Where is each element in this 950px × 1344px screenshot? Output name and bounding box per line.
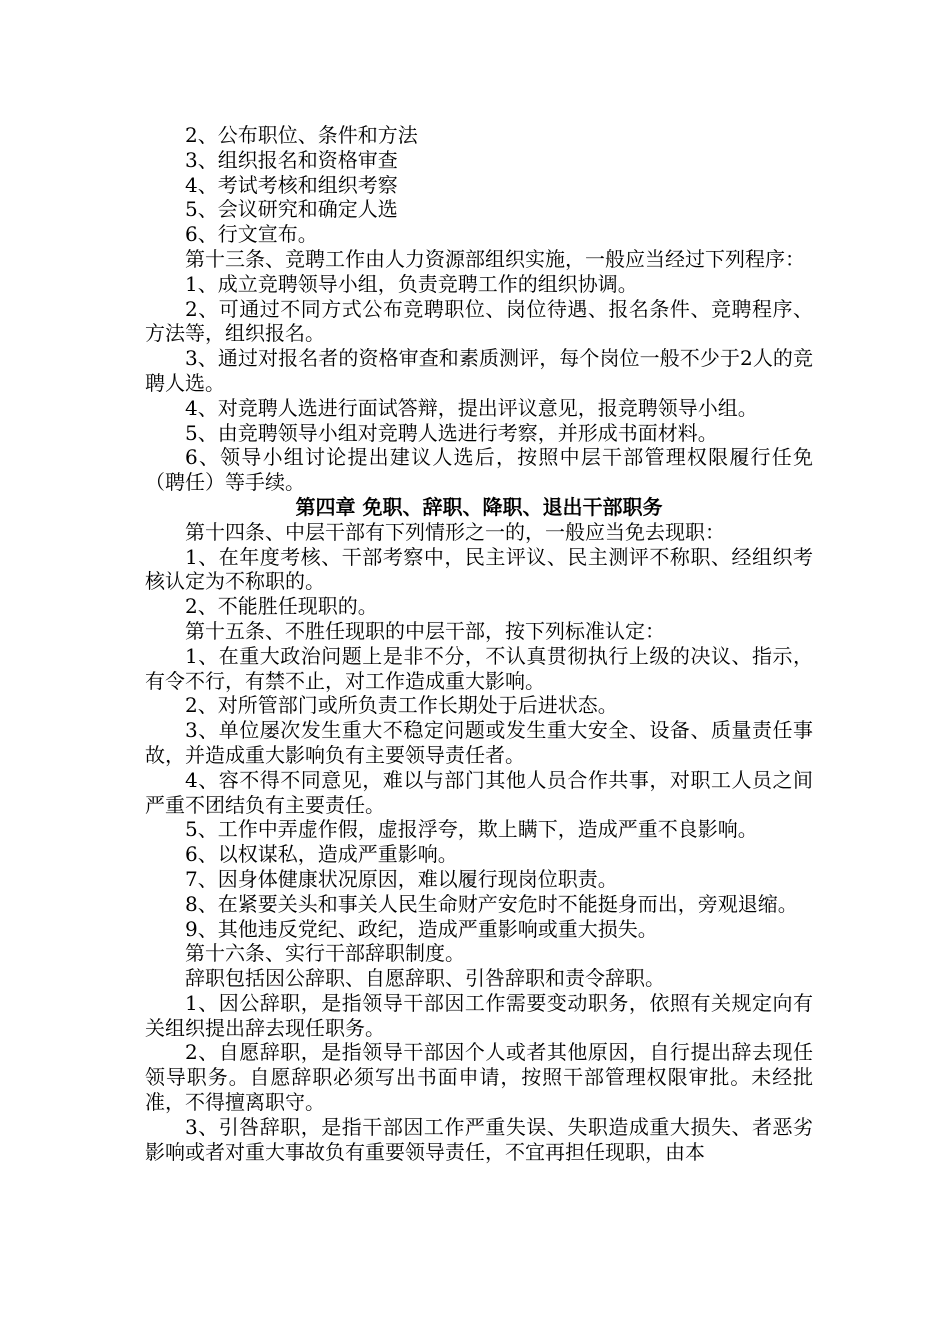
paragraph: 辞职包括因公辞职、自愿辞职、引咎辞职和责令辞职。: [185, 966, 665, 991]
paragraph: 2、自愿辞职，是指领导干部因个人或者其他原因，自行提出辞去现任领导职务。自愿辞职必须写出书面申请，按照干部管理权限审批。未经批准，不得擅离职守。: [145, 1040, 813, 1115]
paragraph: 1、因公辞职，是指领导干部因工作需要变动职务，依照有关规定向有关组织提出辞去现任职务。: [145, 990, 813, 1040]
paragraph: 3、通过对报名者的资格审查和素质测评，每个岗位一般不少于2人的竞聘人选。: [145, 346, 813, 395]
paragraph: 4、考试考核和组织考察: [185, 172, 398, 197]
paragraph: 1、在重大政治问题上是非不分，不认真贯彻执行上级的决议、指示，有令不行，有禁不止，对工作造成重大影响。: [145, 643, 813, 693]
paragraph: 5、工作中弄虚作假，虚报浮夸，欺上瞒下，造成严重不良影响。: [185, 817, 758, 842]
paragraph: 1、在年度考核、干部考察中，民主评议、民主测评不称职、经组织考核认定为不称职的。: [145, 544, 813, 594]
chapter-heading: 第四章 免职、辞职、降职、退出干部职务: [295, 494, 663, 519]
paragraph: 8、在紧要关头和事关人民生命财产安危时不能挺身而出，旁观退缩。: [185, 891, 798, 916]
paragraph: 2、不能胜任现职的。: [185, 594, 378, 619]
paragraph: 6、领导小组讨论提出建议人选后，按照中层干部管理权限履行任免（聘任）等手续。: [145, 445, 813, 495]
paragraph: 2、公布职位、条件和方法: [185, 123, 418, 147]
paragraph: 4、对竞聘人选进行面试答辩，提出评议意见，报竞聘领导小组。: [185, 395, 758, 420]
document-body: [145, 123, 813, 1164]
paragraph: 5、由竞聘领导小组对竞聘人选进行考察，并形成书面材料。: [185, 420, 718, 445]
paragraph: 4、容不得不同意见，难以与部门其他人员合作共事，对职工人员之间严重不团结负有主要责任。: [145, 767, 813, 817]
paragraph: 2、对所管部门或所负责工作长期处于后进状态。: [185, 693, 618, 718]
paragraph: 5、会议研究和确定人选: [185, 197, 398, 222]
paragraph: 第十六条、实行干部辞职制度。: [185, 941, 465, 966]
paragraph: 2、可通过不同方式公布竞聘职位、岗位待遇、报名条件、竞聘程序、方法等，组织报名。: [145, 296, 813, 346]
paragraph: 第十四条、中层干部有下列情形之一的，一般应当免去现职：: [185, 519, 725, 544]
paragraph: 6、行文宣布。: [185, 222, 318, 247]
paragraph: 3、单位屡次发生重大不稳定问题或发生重大安全、设备、质量责任事故，并造成重大影响负有主要领导责任者。: [145, 718, 813, 767]
paragraph: 7、因身体健康状况原因，难以履行现岗位职责。: [185, 866, 618, 891]
paragraph: 3、引咎辞职，是指干部因工作严重失误、失职造成重大损失、者恶劣影响或者对重大事故负有重要领导责任，不宜再担任现职，由本: [145, 1114, 813, 1164]
paragraph: 9、其他违反党纪、政纪，造成严重影响或重大损失。: [185, 916, 658, 941]
paragraph: 第十五条、不胜任现职的中层干部，按下列标准认定：: [185, 618, 665, 643]
paragraph: 3、组织报名和资格审查: [185, 147, 398, 172]
paragraph: 6、以权谋私，造成严重影响。: [185, 842, 458, 867]
paragraph: 第十三条、竞聘工作由人力资源部组织实施，一般应当经过下列程序：: [185, 246, 805, 271]
paragraph: 1、成立竞聘领导小组，负责竞聘工作的组织协调。: [185, 271, 638, 296]
